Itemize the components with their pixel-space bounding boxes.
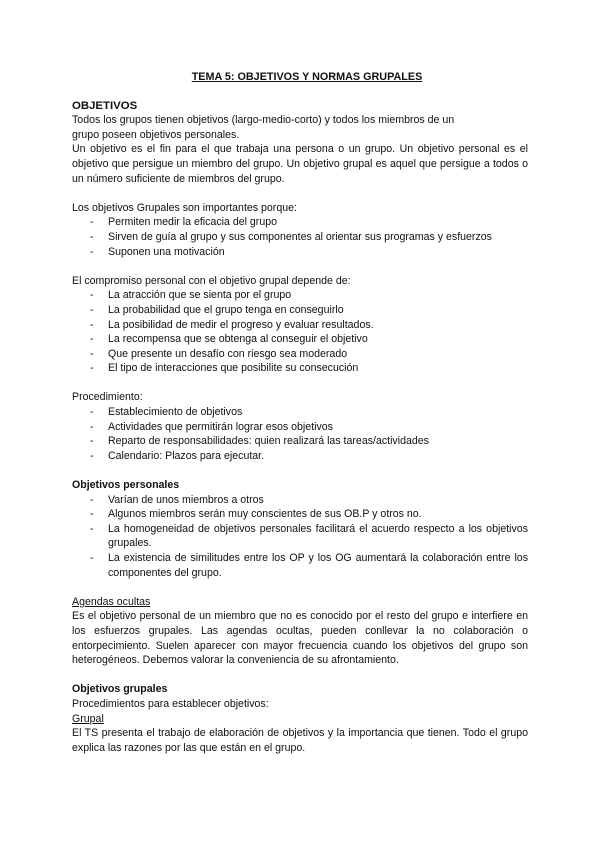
page-title: TEMA 5: OBJETIVOS Y NORMAS GRUPALES: [191, 71, 423, 83]
section-heading-personales: Objetivos personales: [72, 479, 180, 492]
list-item: - La posibilidad de medir el progreso y evaluar resultados.: [90, 318, 374, 331]
paragraph-line: grupo poseen objetivos personales.: [72, 128, 240, 141]
group-goals-intro: Procedimientos para establecer objetivos:: [72, 697, 269, 710]
importance-list: [72, 215, 528, 259]
list-item: - Algunos miembros serán muy conscientes de sus OB.P y otros no.: [90, 508, 422, 521]
list-item: - Actividades que permitirán lograr esos objetivos: [90, 420, 333, 433]
list-item: - Establecimiento de objetivos: [90, 406, 243, 419]
list-item: - Varían de unos miembros a otros: [90, 493, 264, 506]
commitment-intro: El compromiso personal con el objetivo grupal depende de:: [72, 274, 351, 287]
paragraph-definition: Un objetivo es el fin para el que trabaja una persona o un grupo. Un objetivo personal es el objetivo que persigue un miembro del grupo. Un objetivo grupal es aquel que persigue a todos o un número suficiente de miembros del grupo.: [72, 143, 528, 185]
list-item: - La recompensa que se obtenga al conseguir el objetivo: [90, 333, 368, 346]
list-item: - El tipo de interacciones que posibilite su consecución: [90, 362, 359, 375]
list-item: - Reparto de responsabilidades: quien realizará las tareas/actividades: [90, 435, 429, 448]
list-item: - La homogeneidad de objetivos personales facilitará el acuerdo respecto a los objetivos grupales.: [90, 522, 528, 550]
list-item: - La probabilidad que el grupo tenga en conseguirlo: [90, 303, 344, 316]
importance-intro: Los objetivos Grupales son importantes porque:: [72, 201, 297, 214]
group-goals-paragraph: El TS presenta el trabajo de elaboración de objetivos y la importancia que tienen. Todo el grupo explica las razones por las que están en el grupo.: [72, 727, 528, 754]
procedure-intro: Procedimiento:: [72, 391, 143, 404]
list-item: - La existencia de similitudes entre los OP y los OG aumentará la colaboración entre los componentes del grupo.: [90, 552, 528, 579]
list-item: - Sirven de guía al grupo y sus componentes al orientar sus programas y esfuerzos: [90, 230, 492, 243]
section-heading-agendas: Agendas ocultas: [72, 595, 151, 608]
list-item: - Que presente un desafío con riesgo sea moderado: [90, 347, 348, 360]
personal-goals-list: [72, 493, 528, 581]
list-item: - Permiten medir la eficacia del grupo: [90, 216, 277, 229]
section-heading-grupales: Objetivos grupales: [72, 683, 168, 696]
document-body: [72, 70, 528, 755]
paragraph-line: Todos los grupos tienen objetivos (largo-medio-corto) y todos los miembros de un: [72, 114, 455, 127]
list-item: - Calendario: Plazos para ejecutar.: [90, 449, 265, 462]
subheading-grupal: Grupal: [72, 712, 104, 725]
agendas-paragraph: Es el objetivo personal de un miembro que no es conocido por el resto del grupo e interfiere en los esfuerzos grupales. Las agendas ocultas, pueden conllevar la no colaboración o entorpecimiento. Suelen aparecer con mayor frecuencia cuando los objetivos del grupo son heterogéneos. Debemos valorar la conveniencia de su afrontamiento.: [72, 610, 528, 667]
list-item: - Suponen una motivación: [90, 245, 225, 258]
section-heading-objetivos: OBJETIVOS: [72, 99, 138, 112]
list-item: - La atracción que se sienta por el grupo: [90, 289, 292, 302]
procedure-list: [72, 405, 528, 463]
commitment-list: [72, 288, 528, 376]
